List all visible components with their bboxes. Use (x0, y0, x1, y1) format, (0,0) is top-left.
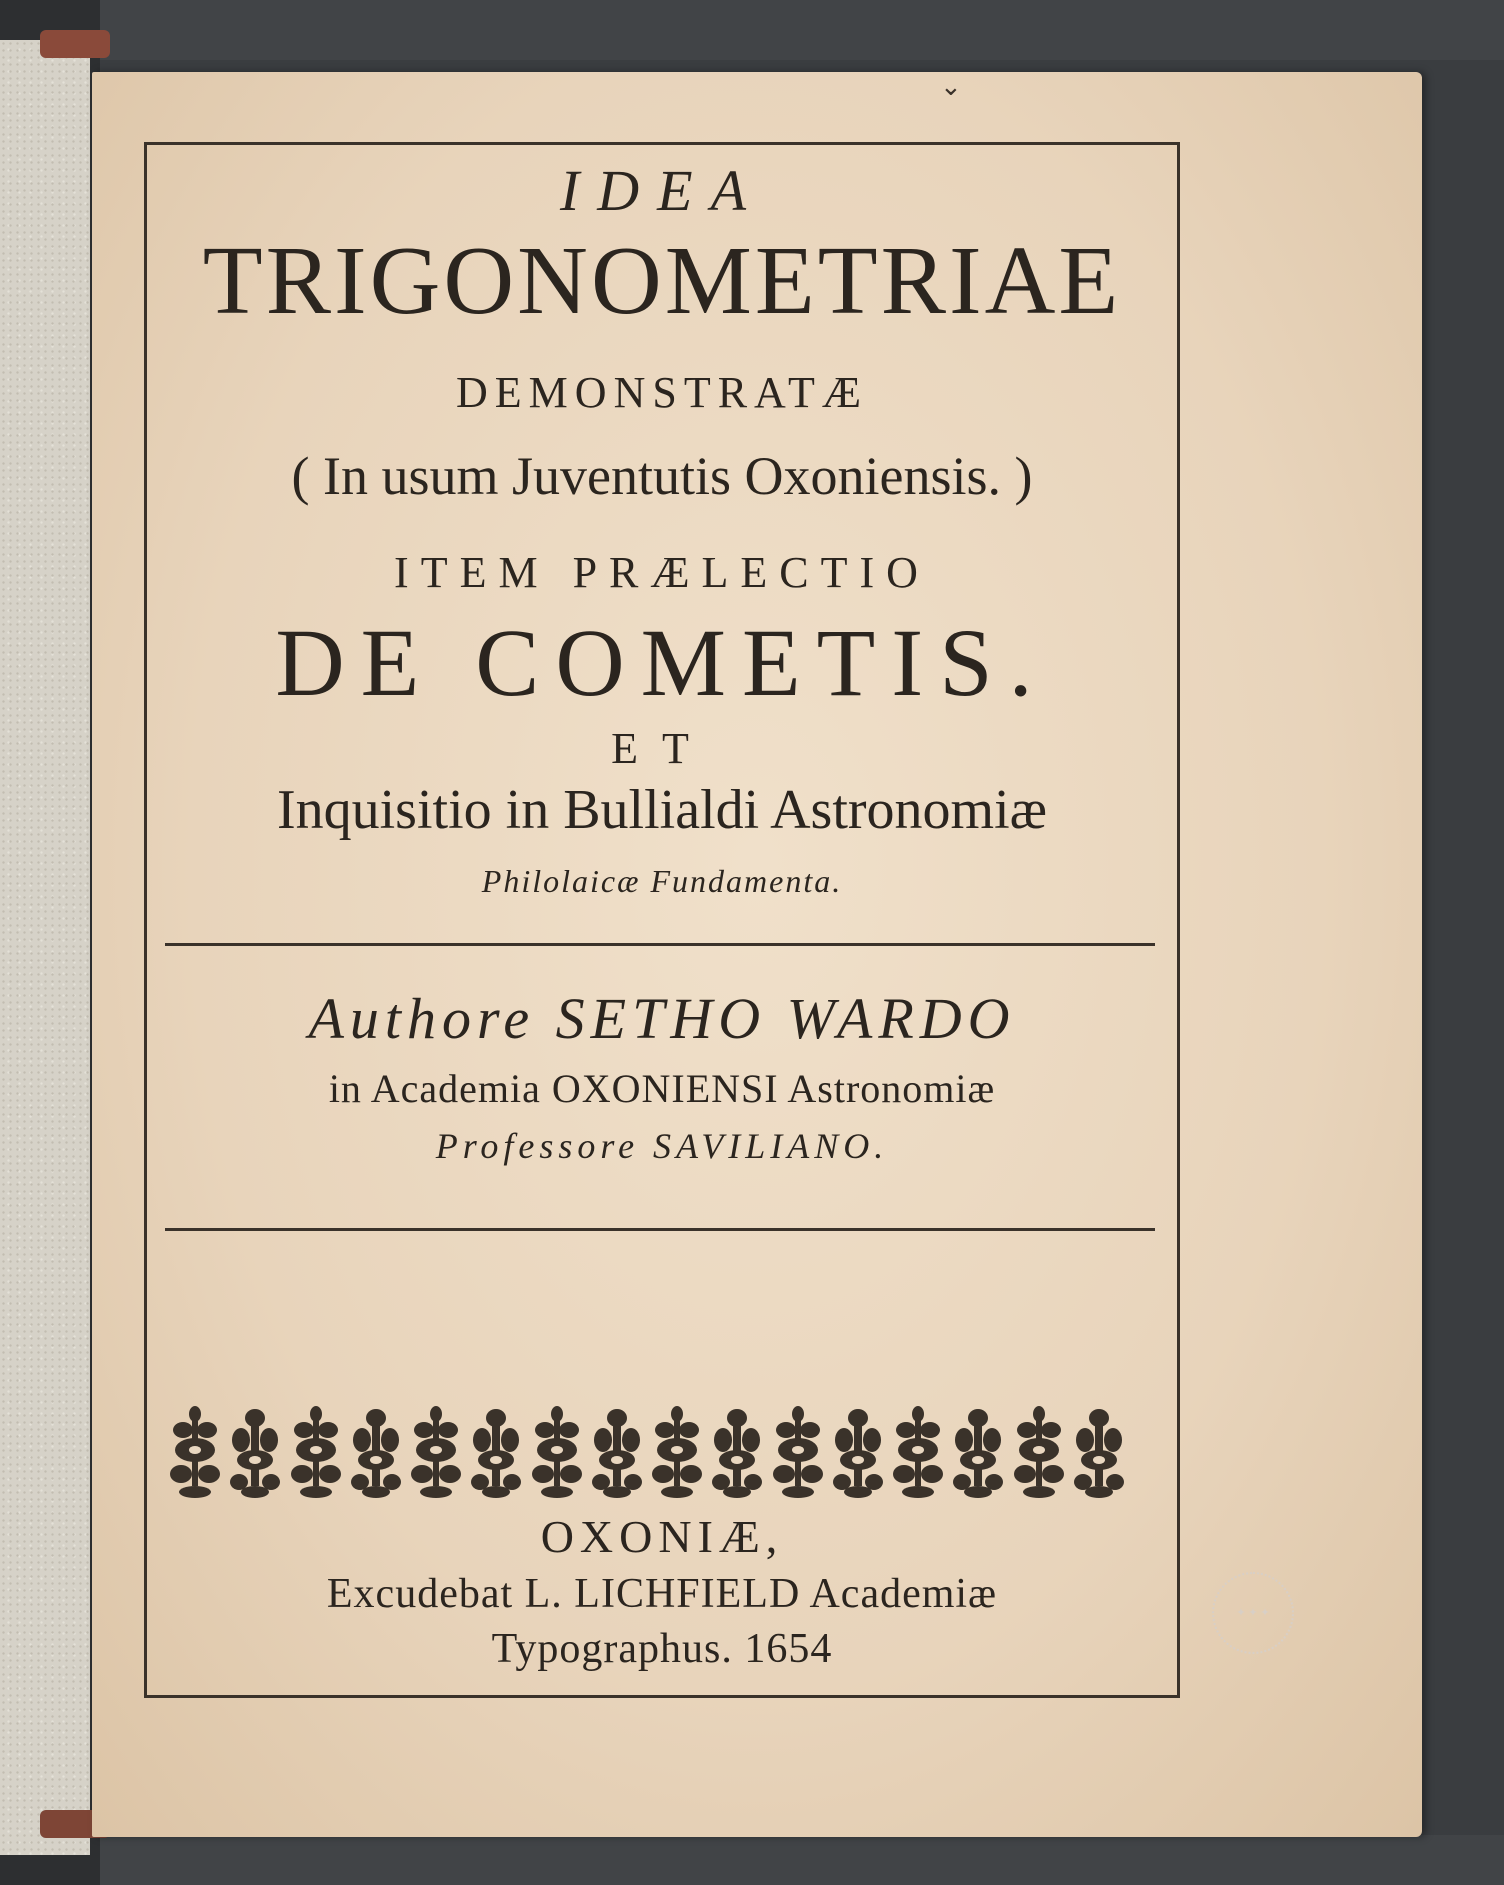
background-top (100, 0, 1504, 60)
imprint-oxoniae: OXONIÆ, (540, 1511, 784, 1562)
fleuron-icon (468, 1404, 524, 1500)
fleuron-icon (649, 1404, 705, 1500)
divider-rule-upper (165, 943, 1155, 946)
author-academia: in Academia OXONIENSI Astronomiæ (328, 1066, 996, 1111)
title-in-usum: ( In usum Juventutis Oxoniensis. ) (291, 446, 1033, 506)
fleuron-icon (589, 1404, 645, 1500)
author-professore: Professore SAVILIANO. (435, 1126, 889, 1166)
fleuron-icon (167, 1404, 223, 1500)
imprint-excudebat: Excudebat L. LICHFIELD Academiæ (326, 1571, 998, 1617)
fleuron-icon (227, 1404, 283, 1500)
fleuron-icon (288, 1404, 344, 1500)
fleuron-icon (1011, 1404, 1067, 1500)
ornament-band (167, 1402, 1127, 1502)
fleuron-icon (890, 1404, 946, 1500)
fleuron-icon (709, 1404, 765, 1500)
title-item-praelectio: ITEM PRÆLECTIO (394, 548, 930, 597)
title-de-cometis: DE COMETIS. (275, 609, 1049, 716)
fleuron-icon (408, 1404, 464, 1500)
signature-mark: ⌄ (940, 72, 962, 101)
fleuron-icon (770, 1404, 826, 1500)
title-page (92, 72, 1422, 1837)
title-inquisitio: Inquisitio in Bullialdi Astronomiæ (276, 779, 1048, 841)
background-bottom (100, 1835, 1504, 1885)
title-demonstratae: DEMONSTRATÆ (456, 368, 868, 417)
title-trigonometriae: TRIGONOMETRIAE (202, 227, 1122, 335)
title-et: ET (611, 724, 713, 773)
title-idea: IDEA (559, 158, 765, 223)
fleuron-icon (529, 1404, 585, 1500)
fleuron-icon (830, 1404, 886, 1500)
fleuron-icon (1071, 1404, 1127, 1500)
imprint-typographus: Typographus. 1654 (491, 1626, 833, 1672)
author-name: Authore SETHO WARDO (308, 986, 1016, 1051)
binding-board (0, 40, 90, 1855)
fleuron-icon (348, 1404, 404, 1500)
title-philolaicae: Philolaicæ Fundamenta. (481, 863, 843, 899)
library-stamp: ✦ ✦ ✦ (1212, 1572, 1294, 1654)
divider-rule-lower (165, 1228, 1155, 1231)
fleuron-icon (950, 1404, 1006, 1500)
spine-clip-top (40, 30, 110, 58)
